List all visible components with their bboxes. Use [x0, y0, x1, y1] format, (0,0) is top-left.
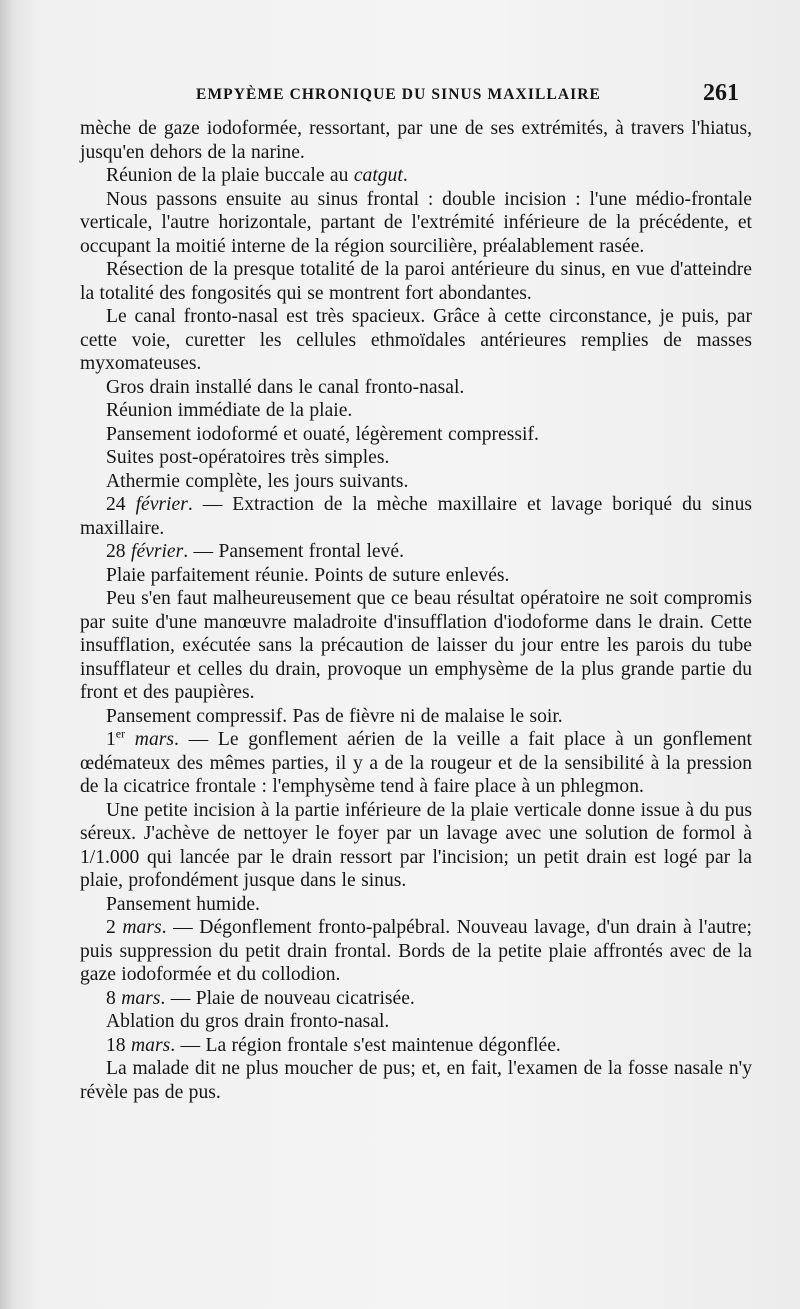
- body-text: [80, 117, 752, 1104]
- paragraph: Pansement humide.: [106, 893, 260, 915]
- paragraph: Gros drain installé dans le canal fronto-nasal.: [106, 376, 465, 398]
- paragraph: Peu s'en faut malheureusement que ce beau résultat opératoire ne soit compromis par suite d'une manœuvre maladroite d'insufflation d'iodoforme dans le drain. Cette insufflation, exécutée sans la précaution de laisser du jour entre les parois du tube insufflateur et celles du drain, provoque un emphysème de la plus grande partie du front et des paupières.: [80, 588, 752, 703]
- paragraph: Ablation du gros drain fronto-nasal.: [106, 1011, 390, 1032]
- paragraph: Suites post-opératoires très simples.: [106, 447, 390, 468]
- paragraph: Résection de la presque totalité de la paroi antérieure du sinus, en vue d'atteindre la totalité des fongosités qui se montrent fort abondantes.: [80, 259, 752, 304]
- dated-entry: 28 février. — Pansement frontal levé.: [106, 541, 404, 562]
- paragraph: Une petite incision à la partie inférieure de la plaie verticale donne issue à du pus séreux. J'achève de nettoyer le foyer par un lavage avec une solution de formol à 1/1.000 qui lancée par le drain ressort par l'incision; un petit drain est logé par la plaie, profondément jusque dans le sinus.: [80, 799, 752, 891]
- paragraph: Plaie parfaitement réunie. Points de suture enlevés.: [106, 564, 510, 586]
- page-number: 261: [703, 80, 739, 106]
- paragraph: La malade dit ne plus moucher de pus; et, en fait, l'examen de la fosse nasale n'y révèle pas de pus.: [80, 1058, 752, 1103]
- dated-entry: 8 mars. — Plaie de nouveau cicatrisée.: [106, 987, 415, 1009]
- paragraph: Athermie complète, les jours suivants.: [106, 470, 409, 492]
- dated-entry: 18 mars. — La région frontale s'est maintenue dégonflée.: [106, 1034, 561, 1056]
- running-title: EMPYÈME CHRONIQUE DU SINUS MAXILLAIRE: [196, 86, 601, 103]
- dated-entry: 24 février. — Extraction de la mèche maxillaire et lavage boriqué du sinus maxillaire.: [80, 494, 752, 539]
- dated-entry: 2 mars. — Dégonflement fronto-palpébral. Nouveau lavage, d'un drain à l'autre; puis suppression du petit drain frontal. Bords de la petite plaie affrontés avec de la gaze iodoformée et du collodion.: [80, 917, 752, 985]
- paragraph: Pansement compressif. Pas de fièvre ni de malaise le soir.: [106, 705, 563, 727]
- paragraph: Réunion immédiate de la plaie.: [106, 400, 353, 421]
- page-header: [0, 80, 800, 110]
- paragraph: Pansement iodoformé et ouaté, légèrement compressif.: [106, 423, 539, 445]
- paragraph: Nous passons ensuite au sinus frontal : double incision : l'une médio-frontale verticale, l'autre horizontale, partant de l'extrémité inférieure de la précédente, et occupant la moitié interne de la région sourcilière, préalablement rasée.: [80, 188, 752, 257]
- paragraph: Réunion de la plaie buccale au catgut.: [106, 165, 408, 186]
- paragraph: mèche de gaze iodoformée, ressortant, par une de ses extrémités, à travers l'hiatus, jusqu'en dehors de la narine.: [80, 118, 752, 163]
- dated-entry: 1er mars. — Le gonflement aérien de la veille a fait place à un gonflement œdémateux des mêmes parties, il y a de la rougeur et de la sensibilité à la pression de la cicatrice frontale : l'emphysème tend à faire place à un phlegmon.: [80, 726, 752, 797]
- paragraph: Le canal fronto-nasal est très spacieux. Grâce à cette circonstance, je puis, par cette voie, curetter les cellules ethmoïdales antérieures remplies de masses myxomateuses.: [80, 306, 752, 374]
